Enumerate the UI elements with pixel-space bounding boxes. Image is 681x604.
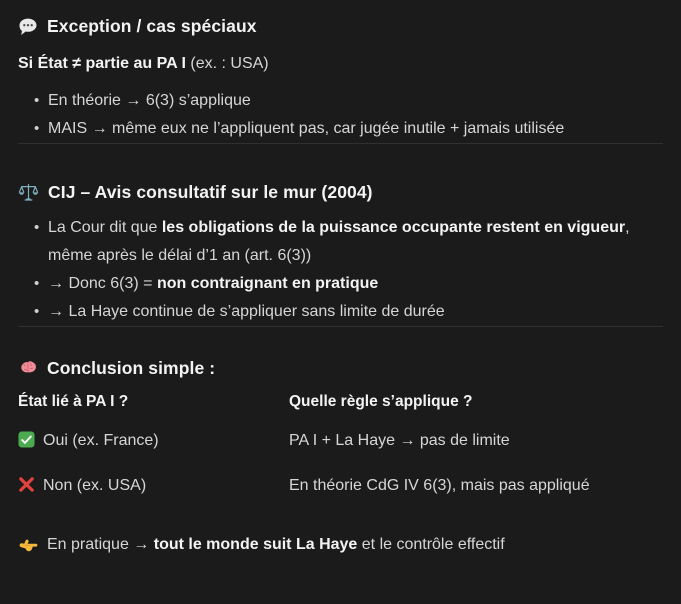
cij-bullet1-post: , même après le délai d’1 an (art. 6(3)) [48, 219, 630, 264]
list-item: • → La Haye continue de s’appliquer sans limite de durée [48, 298, 663, 326]
balance-scale-icon [18, 182, 39, 203]
section-heading-cij [18, 181, 663, 204]
list-item [48, 270, 663, 298]
section-divider [18, 326, 663, 327]
section-heading-conclusion [18, 357, 663, 380]
footer-summary [18, 533, 663, 557]
exception-intro [18, 51, 663, 77]
cross-mark-icon [18, 476, 35, 500]
table-row-oui-label [18, 413, 289, 455]
cij-bullet-list [18, 214, 663, 326]
list-item: • MAIS → même eux ne l’appliquent pas, car jugée inutile + jamais utilisée [48, 115, 663, 143]
pointing-right-icon [18, 535, 38, 555]
cij-bullet2-bold: non contraignant en pratique [156, 275, 379, 292]
table-row-oui-value: PA I + La Haye → pas de limite [289, 432, 510, 449]
list-item [48, 214, 663, 270]
footer-bold: tout le monde suit La Haye [153, 536, 358, 553]
section-heading-text: Exception / cas spéciaux [47, 16, 257, 36]
cij-bullet1-bold: les obligations de la puissance occupante restent en vigueur [161, 219, 626, 236]
brain-icon [18, 359, 38, 379]
cij-bullet1-pre: La Cour dit que [48, 219, 162, 236]
table-row-non-value: En théorie CdG IV 6(3), mais pas appliqué [289, 477, 590, 494]
exception-bullet-list [18, 87, 663, 143]
section-heading-text: Conclusion simple : [47, 358, 216, 378]
footer-pre: En pratique → [47, 536, 154, 553]
cij-bullet2-pre: → Donc 6(3) = [48, 275, 157, 292]
speech-balloon-icon [18, 17, 38, 37]
section-heading-exception [18, 15, 663, 38]
table-header-regle: Quelle règle s’applique ? [289, 393, 473, 410]
table-header-etat: État lié à PA I ? [18, 393, 129, 410]
conclusion-table [18, 391, 663, 500]
footer-post: et le contrôle effectif [357, 536, 505, 553]
list-item: • En théorie → 6(3) s’applique [48, 87, 663, 115]
table-row-non-label [18, 455, 289, 500]
check-mark-icon [18, 431, 35, 455]
exception-intro-bold: Si État ≠ partie au PA I [18, 55, 186, 72]
table-cell-text: Non (ex. USA) [43, 477, 147, 494]
table-cell-text: Oui (ex. France) [43, 432, 159, 449]
footer-text [47, 533, 505, 557]
exception-intro-rest: (ex. : USA) [185, 55, 269, 72]
section-heading-text: CIJ – Avis consultatif sur le mur (2004) [48, 182, 373, 202]
section-divider [18, 143, 663, 144]
